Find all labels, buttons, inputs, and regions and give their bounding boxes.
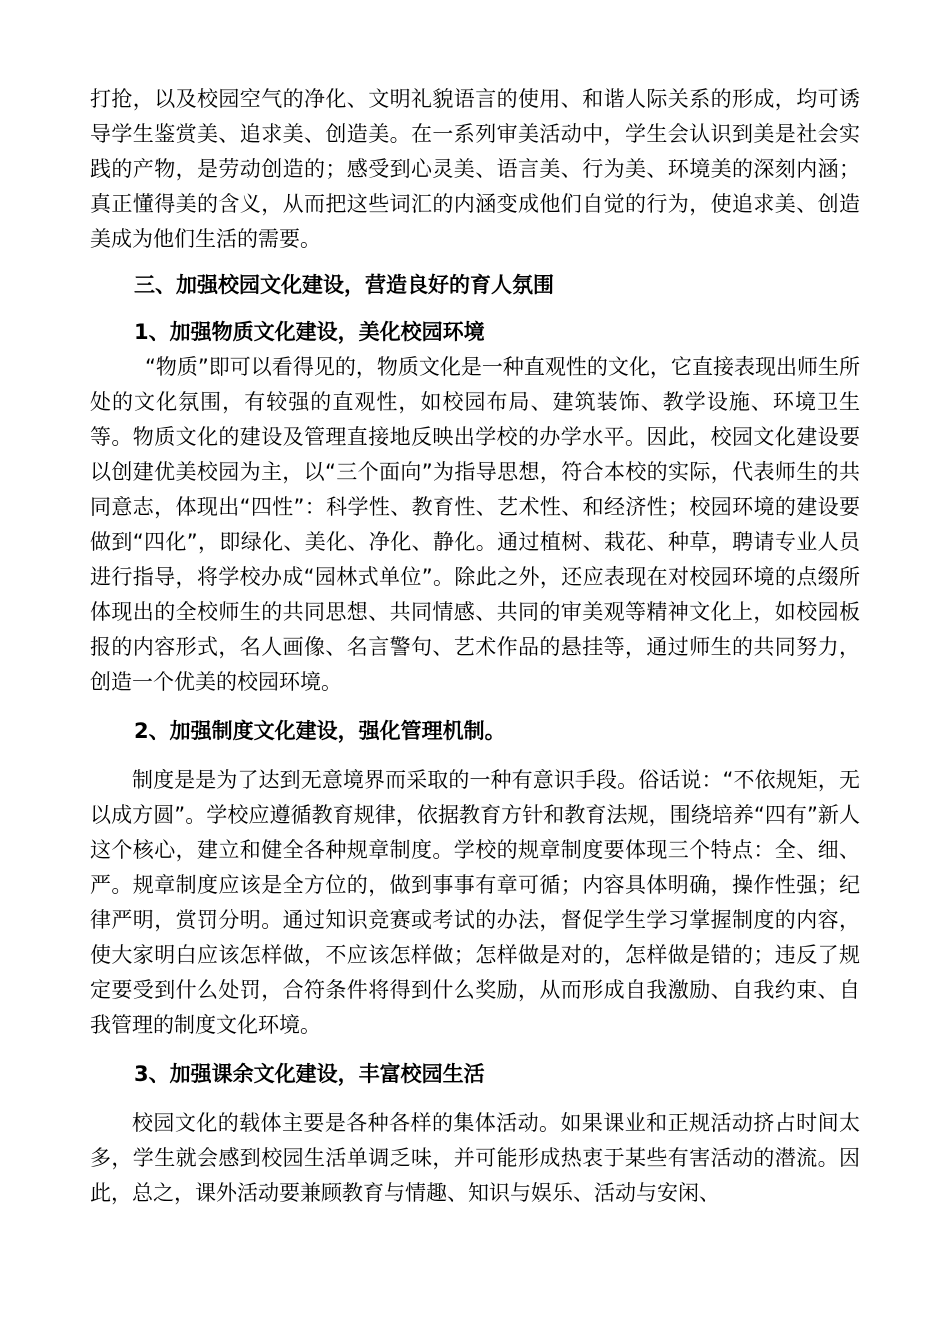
document-body: [90, 82, 860, 1211]
subsection-heading-1: 1、加强物质文化建设，美化校园环境: [134, 320, 485, 344]
subsection-paragraph-3: 校园文化的载体主要是各种各样的集体活动。如果课业和正规活动挤占时间太多，学生就会感到校园生活单调乏味，并可能形成热衷于某些有害活动的潜流。因此，总之，课外活动要兼顾教育与情趣、知识与娱乐、活动与安闲、: [90, 1111, 860, 1205]
subsection-heading-3: 3、加强课余文化建设，丰富校园生活: [134, 1062, 485, 1086]
subsection-paragraph-1: “物质”即可以看得见的，物质文化是一种直观性的文化，它直接表现出师生所处的文化氛围，有较强的直观性，如校园布局、建筑装饰、教学设施、环境卫生等。物质文化的建设及管理直接地反映出学校的办学水平。因此，校园文化建设要以创建优美校园为主，以“三个面向”为指导思想，符合本校的实际，代表师生的共同意志，体现出“四性”：科学性、教育性、艺术性、和经济性；校园环境的建设要做到“四化”，即绿化、美化、净化、静化。通过植树、栽花、种草，聘请专业人员进行指导，将学校办成“园林式单位”。除此之外，还应表现在对校园环境的点缀所体现出的全校师生的共同思想、共同情感、共同的审美观等精神文化上，如校园板报的内容形式，名人画像、名言警句、艺术作品的悬挂等，通过师生的共同努力，创造一个优美的校园环境。: [90, 355, 860, 694]
intro-paragraph: 打抢，以及校园空气的净化、文明礼貌语言的使用、和谐人际关系的形成，均可诱导学生鉴赏美、追求美、创造美。在一系列审美活动中，学生会认识到美是社会实践的产物，是劳动创造的；感受到心灵美、语言美、行为美、环境美的深刻内涵；真正懂得美的含义，从而把这些词汇的内涵变成他们自觉的行为，使追求美、创造美成为他们生活的需要。: [90, 87, 860, 251]
subsection-heading-2: 2、加强制度文化建设，强化管理机制。: [134, 719, 506, 743]
section-heading: 三、加强校园文化建设，营造良好的育人氛围: [134, 273, 554, 297]
subsection-paragraph-2: 制度是是为了达到无意境界而采取的一种有意识手段。俗话说：“不依规矩，无以成方圆”。学校应遵循教育规律，依据教育方针和教育法规，围绕培养“四有”新人这个核心，建立和健全各种规章制度。学校的规章制度要体现三个特点：全、细、严。规章制度应该是全方位的，做到事事有章可循；内容具体明确，操作性强；纪律严明，赏罚分明。通过知识竞赛或考试的办法，督促学生学习掌握制度的内容，使大家明白应该怎样做，不应该怎样做；怎样做是对的，怎样做是错的；违反了规定要受到什么处罚，合符条件将得到什么奖励，从而形成自我激励、自我约束、自我管理的制度文化环境。: [90, 768, 860, 1037]
